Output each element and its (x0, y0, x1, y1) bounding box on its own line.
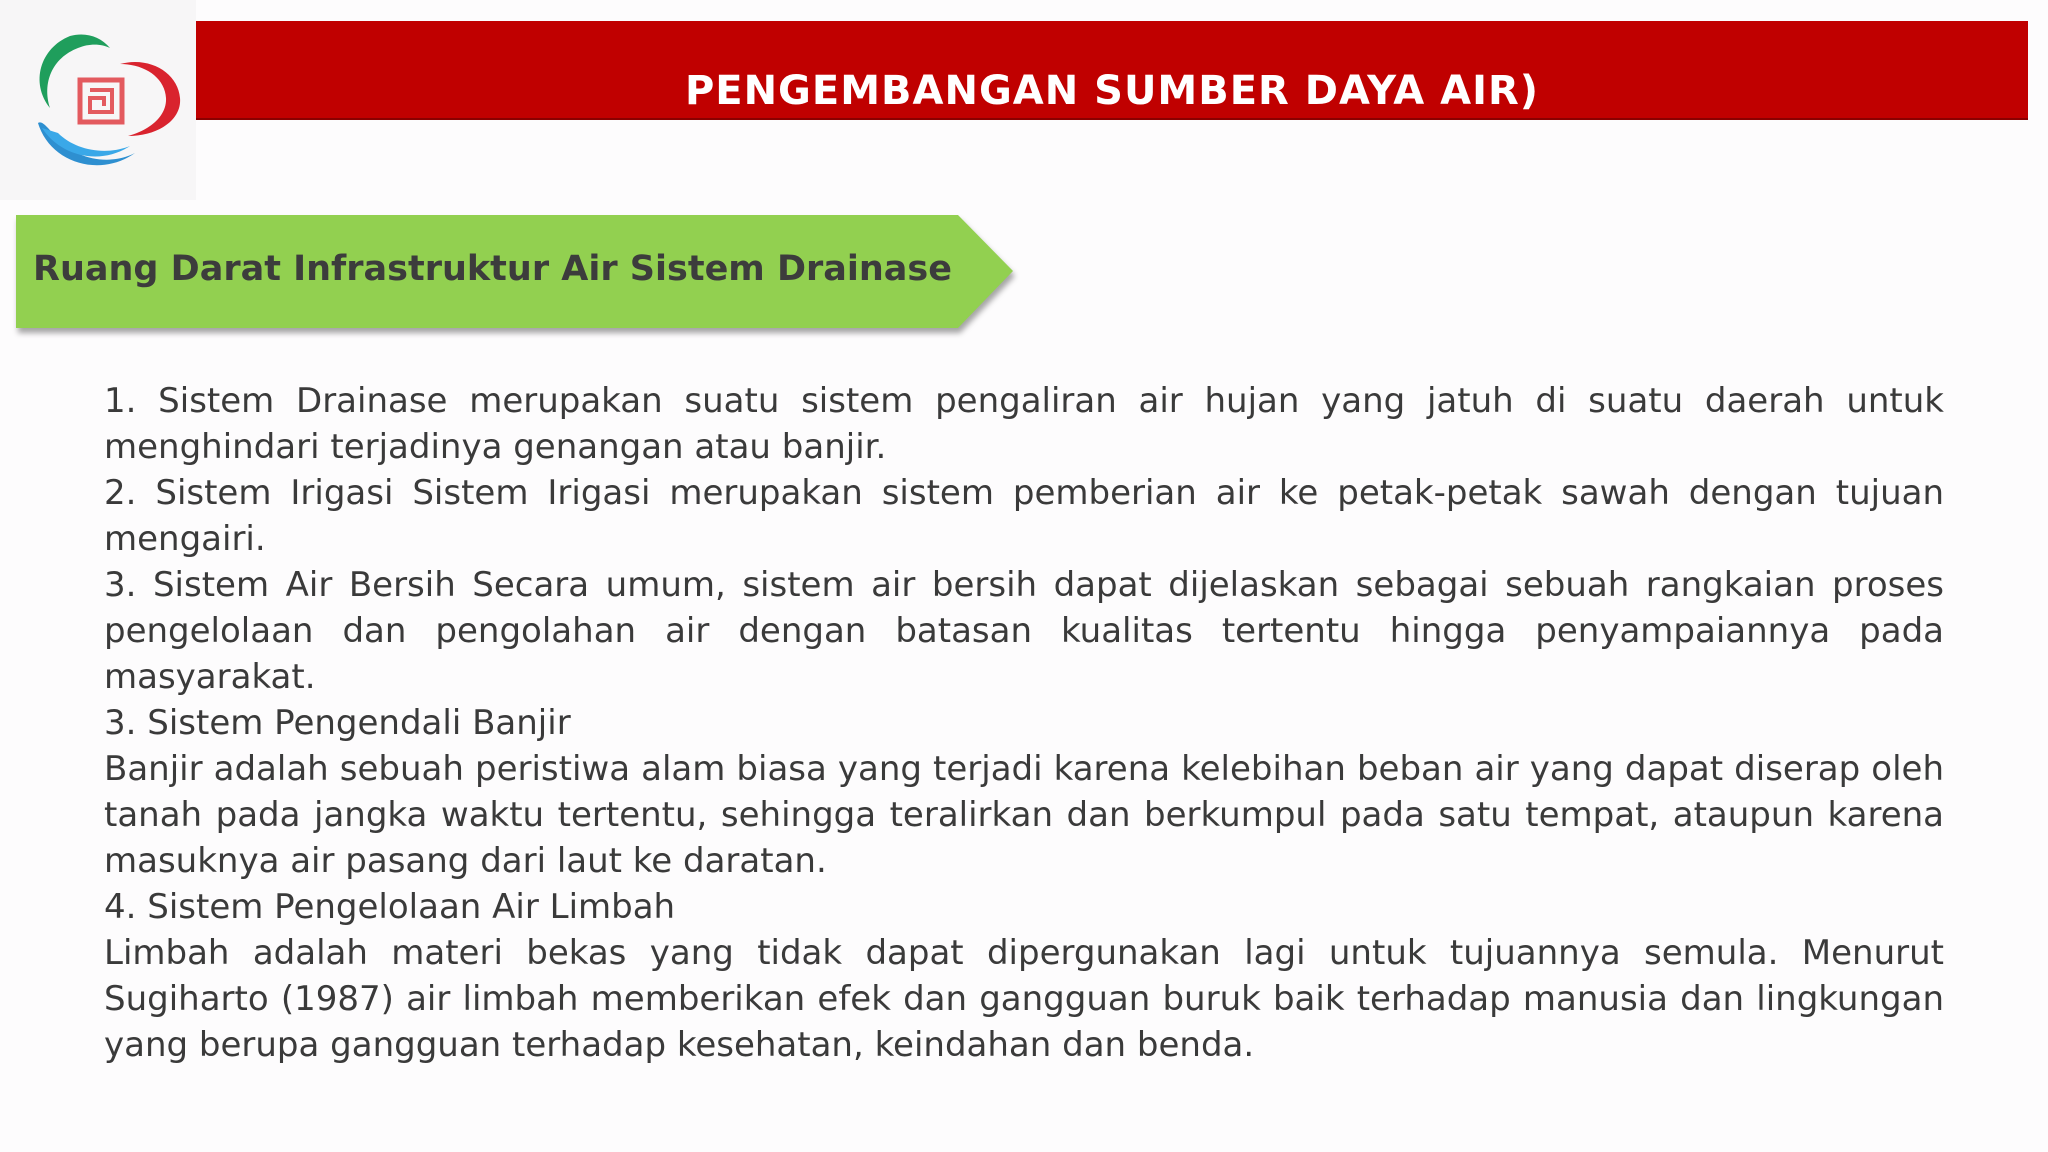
header-bar (196, 21, 2028, 120)
header-title: PENGEMBANGAN SUMBER DAYA AIR) (684, 68, 1540, 114)
paragraph-air-bersih: 3. Sistem Air Bersih Secara umum, sistem air bersih dapat dijelaskan sebagai sebuah rangkaian proses pengelolaan dan pengolahan air dengan batasan kualitas tertentu hingga penyampaiannya pada masyarakat. (104, 565, 1944, 697)
content-body (104, 378, 1944, 1068)
paragraph-irigasi: 2. Sistem Irigasi Sistem Irigasi merupakan sistem pemberian air ke petak-petak sawah dengan tujuan mengairi. (104, 473, 1944, 559)
heading-air-limbah: 4. Sistem Pengelolaan Air Limbah (104, 887, 676, 927)
paragraph-limbah: Limbah adalah materi bekas yang tidak dapat dipergunakan lagi untuk tujuannya semula. Menurut Sugiharto (1987) air limbah memberikan efek dan gangguan buruk baik terhadap manusia dan lingkungan yang berupa gangguan terhadap kesehatan, keindahan dan benda. (104, 933, 1944, 1065)
section-title: Ruang Darat Infrastruktur Air Sistem Drainase (33, 249, 952, 289)
logo-icon (30, 28, 185, 178)
paragraph-banjir: Banjir adalah sebuah peristiwa alam biasa yang terjadi karena kelebihan beban air yang dapat diserap oleh tanah pada jangka waktu tertentu, sehingga teralirkan dan berkumpul pada satu tempat, ataupun karena masuknya air pasang dari laut ke daratan. (104, 749, 1944, 881)
heading-pengendali-banjir: 3. Sistem Pengendali Banjir (104, 703, 571, 743)
paragraph-drainase: 1. Sistem Drainase merupakan suatu sistem pengaliran air hujan yang jatuh di suatu daerah untuk menghindari terjadinya genangan atau banjir. (104, 381, 1944, 467)
logo-area (0, 0, 196, 200)
section-banner (16, 215, 1013, 328)
